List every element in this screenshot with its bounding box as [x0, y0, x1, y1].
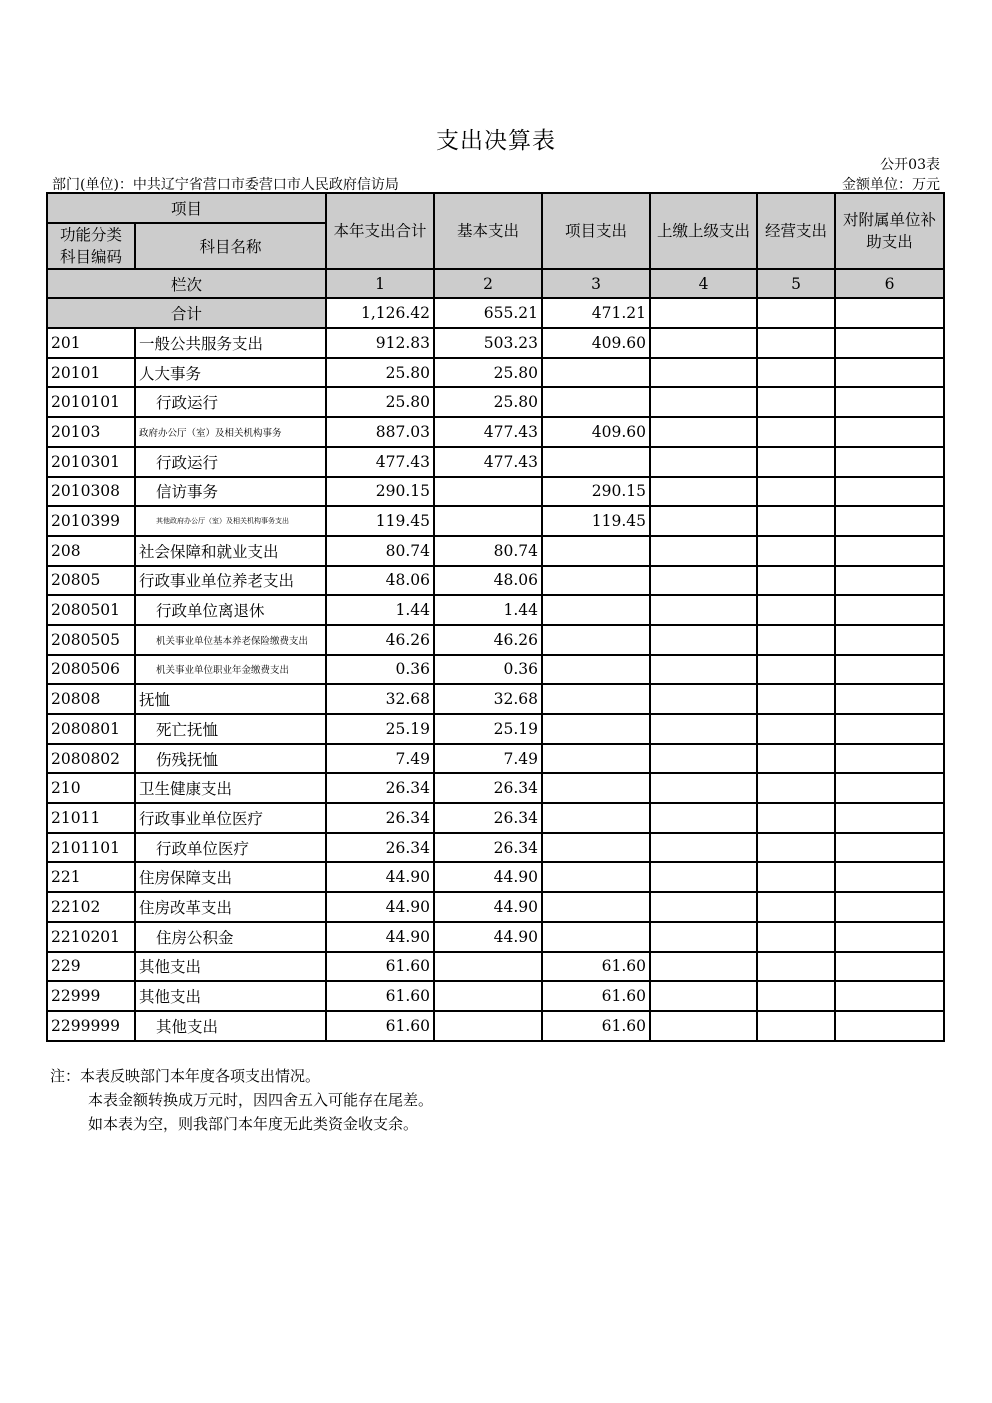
row-subject-name: 其他政府办公厅（室）及相关机构事务支出 [135, 506, 326, 536]
note-line: 注：本表反映部门本年度各项支出情况。 [50, 1067, 321, 1085]
row-total: 0.36 [326, 655, 434, 685]
row-project: 409.60 [542, 328, 650, 358]
row-basic: 80.74 [434, 536, 542, 566]
row-code: 2010101 [47, 387, 135, 417]
row-code: 2080501 [47, 595, 135, 625]
header-business: 经营支出 [757, 193, 835, 269]
row-code: 2080506 [47, 655, 135, 685]
table-row [47, 506, 944, 536]
row-business [757, 625, 835, 655]
total-subsidiary [835, 298, 944, 328]
row-total: 80.74 [326, 536, 434, 566]
row-upper [650, 714, 757, 744]
row-subject-name: 死亡抚恤 [135, 714, 326, 744]
total-basic: 655.21 [434, 298, 542, 328]
table-row [47, 625, 944, 655]
row-code: 2080801 [47, 714, 135, 744]
row-subject-name: 住房改革支出 [135, 892, 326, 922]
table-row [47, 833, 944, 863]
total-business [757, 298, 835, 328]
row-project [542, 387, 650, 417]
row-subject-name: 其他支出 [135, 952, 326, 982]
total-row [47, 298, 944, 328]
row-code: 2010308 [47, 477, 135, 507]
row-upper [650, 981, 757, 1011]
row-total: 32.68 [326, 684, 434, 714]
row-upper [650, 803, 757, 833]
table-row [47, 1011, 944, 1041]
col-num: 1 [326, 269, 434, 299]
table-row [47, 981, 944, 1011]
row-upper [650, 744, 757, 774]
row-project [542, 625, 650, 655]
row-business [757, 803, 835, 833]
table-row [47, 892, 944, 922]
row-business [757, 922, 835, 952]
row-upper [650, 417, 757, 447]
row-subsidiary [835, 862, 944, 892]
row-project: 409.60 [542, 417, 650, 447]
row-upper [650, 536, 757, 566]
row-subject-name: 行政单位离退休 [135, 595, 326, 625]
row-subsidiary [835, 892, 944, 922]
row-project [542, 833, 650, 863]
row-business [757, 417, 835, 447]
row-upper [650, 773, 757, 803]
row-project [542, 358, 650, 388]
table-row [47, 417, 944, 447]
row-basic: 503.23 [434, 328, 542, 358]
table-row [47, 862, 944, 892]
header-total: 本年支出合计 [326, 193, 434, 269]
row-subsidiary [835, 328, 944, 358]
row-subject-name: 机关事业单位职业年金缴费支出 [135, 655, 326, 685]
table-row [47, 714, 944, 744]
row-upper [650, 595, 757, 625]
row-code: 21011 [47, 803, 135, 833]
row-subsidiary [835, 566, 944, 596]
department-label: 部门(单位)：中共辽宁省营口市委营口市人民政府信访局 [52, 177, 399, 193]
row-business [757, 744, 835, 774]
row-subsidiary [835, 684, 944, 714]
row-subsidiary [835, 477, 944, 507]
row-code: 201 [47, 328, 135, 358]
total-label: 合计 [47, 298, 326, 328]
row-basic: 46.26 [434, 625, 542, 655]
row-business [757, 447, 835, 477]
header-subject-name: 科目名称 [135, 223, 326, 269]
header-upper: 上缴上级支出 [650, 193, 757, 269]
row-business [757, 655, 835, 685]
row-subsidiary [835, 833, 944, 863]
row-subsidiary [835, 744, 944, 774]
row-subsidiary [835, 417, 944, 447]
row-upper [650, 655, 757, 685]
col-num: 4 [650, 269, 757, 299]
row-basic: 26.34 [434, 803, 542, 833]
row-code: 210 [47, 773, 135, 803]
row-upper [650, 862, 757, 892]
row-subsidiary [835, 803, 944, 833]
row-business [757, 773, 835, 803]
row-subsidiary [835, 1011, 944, 1041]
row-basic: 25.80 [434, 387, 542, 417]
row-total: 61.60 [326, 952, 434, 982]
row-code: 20103 [47, 417, 135, 447]
row-code: 2080505 [47, 625, 135, 655]
row-total: 26.34 [326, 773, 434, 803]
row-total: 25.19 [326, 714, 434, 744]
row-project [542, 655, 650, 685]
row-subsidiary [835, 625, 944, 655]
row-business [757, 387, 835, 417]
row-total: 290.15 [326, 477, 434, 507]
row-subject-name: 一般公共服务支出 [135, 328, 326, 358]
table-row [47, 328, 944, 358]
total-project: 471.21 [542, 298, 650, 328]
row-upper [650, 477, 757, 507]
row-basic [434, 506, 542, 536]
row-business [757, 684, 835, 714]
row-total: 61.60 [326, 981, 434, 1011]
row-business [757, 862, 835, 892]
row-upper [650, 833, 757, 863]
row-upper [650, 952, 757, 982]
row-basic: 0.36 [434, 655, 542, 685]
row-subsidiary [835, 595, 944, 625]
row-subsidiary [835, 981, 944, 1011]
row-subsidiary [835, 922, 944, 952]
row-project [542, 566, 650, 596]
row-subject-name: 住房公积金 [135, 922, 326, 952]
row-subject-name: 人大事务 [135, 358, 326, 388]
row-project [542, 595, 650, 625]
row-upper [650, 387, 757, 417]
row-subsidiary [835, 952, 944, 982]
row-subject-name: 行政运行 [135, 387, 326, 417]
row-subject-name: 卫生健康支出 [135, 773, 326, 803]
row-upper [650, 328, 757, 358]
row-basic: 26.34 [434, 773, 542, 803]
col-num: 5 [757, 269, 835, 299]
note-line: 本表金额转换成万元时，因四舍五入可能存在尾差。 [88, 1091, 434, 1109]
row-total: 887.03 [326, 417, 434, 447]
table-row [47, 922, 944, 952]
row-code: 20808 [47, 684, 135, 714]
row-project [542, 773, 650, 803]
row-project [542, 803, 650, 833]
table-row [47, 952, 944, 982]
row-upper [650, 625, 757, 655]
row-subject-name: 行政事业单位医疗 [135, 803, 326, 833]
row-code: 2210201 [47, 922, 135, 952]
row-basic: 25.80 [434, 358, 542, 388]
row-project [542, 447, 650, 477]
row-project: 61.60 [542, 981, 650, 1011]
row-total: 119.45 [326, 506, 434, 536]
row-subject-name: 行政单位医疗 [135, 833, 326, 863]
row-business [757, 595, 835, 625]
row-project [542, 922, 650, 952]
row-total: 44.90 [326, 862, 434, 892]
row-upper [650, 892, 757, 922]
row-project: 61.60 [542, 952, 650, 982]
row-business [757, 981, 835, 1011]
table-row [47, 477, 944, 507]
total-upper [650, 298, 757, 328]
row-total: 912.83 [326, 328, 434, 358]
row-subsidiary [835, 506, 944, 536]
row-basic: 477.43 [434, 447, 542, 477]
row-basic: 44.90 [434, 892, 542, 922]
row-subsidiary [835, 655, 944, 685]
row-code: 20805 [47, 566, 135, 596]
header-project: 项目支出 [542, 193, 650, 269]
row-code: 208 [47, 536, 135, 566]
notes [50, 1064, 433, 1136]
row-total: 25.80 [326, 387, 434, 417]
row-basic [434, 1011, 542, 1041]
row-subject-name: 其他支出 [135, 1011, 326, 1041]
row-code: 2080802 [47, 744, 135, 774]
row-subsidiary [835, 358, 944, 388]
row-business [757, 892, 835, 922]
row-basic [434, 981, 542, 1011]
table-row [47, 744, 944, 774]
row-business [757, 833, 835, 863]
row-subject-name: 住房保障支出 [135, 862, 326, 892]
table-row [47, 447, 944, 477]
row-total: 61.60 [326, 1011, 434, 1041]
table-row [47, 655, 944, 685]
header-basic: 基本支出 [434, 193, 542, 269]
row-subject-name: 机关事业单位基本养老保险缴费支出 [135, 625, 326, 655]
row-basic: 26.34 [434, 833, 542, 863]
row-total: 44.90 [326, 922, 434, 952]
row-code: 2010301 [47, 447, 135, 477]
row-subject-name: 信访事务 [135, 477, 326, 507]
row-code: 221 [47, 862, 135, 892]
row-basic [434, 952, 542, 982]
row-code: 2010399 [47, 506, 135, 536]
row-total: 26.34 [326, 803, 434, 833]
row-subject-name: 其他支出 [135, 981, 326, 1011]
row-total: 44.90 [326, 892, 434, 922]
row-basic: 48.06 [434, 566, 542, 596]
page-title: 支出决算表 [436, 128, 556, 154]
row-subject-name: 行政运行 [135, 447, 326, 477]
row-basic: 477.43 [434, 417, 542, 447]
row-business [757, 714, 835, 744]
row-business [757, 328, 835, 358]
row-project [542, 714, 650, 744]
header-lanci: 栏次 [47, 269, 326, 299]
row-upper [650, 1011, 757, 1041]
row-subject-name: 伤残抚恤 [135, 744, 326, 774]
row-business [757, 1011, 835, 1041]
row-subject-name: 抚恤 [135, 684, 326, 714]
table-row [47, 358, 944, 388]
row-project: 61.60 [542, 1011, 650, 1041]
row-project: 290.15 [542, 477, 650, 507]
row-total: 7.49 [326, 744, 434, 774]
row-business [757, 536, 835, 566]
row-basic: 44.90 [434, 862, 542, 892]
col-num: 2 [434, 269, 542, 299]
row-total: 26.34 [326, 833, 434, 863]
note-line: 如本表为空，则我部门本年度无此类资金收支余。 [88, 1115, 419, 1133]
row-project [542, 744, 650, 774]
row-basic [434, 477, 542, 507]
row-code: 22102 [47, 892, 135, 922]
row-project [542, 862, 650, 892]
row-basic: 7.49 [434, 744, 542, 774]
form-number: 公开03表 [880, 157, 940, 173]
row-project [542, 536, 650, 566]
row-basic: 44.90 [434, 922, 542, 952]
table-row [47, 684, 944, 714]
row-subsidiary [835, 773, 944, 803]
table-row [47, 566, 944, 596]
row-basic: 32.68 [434, 684, 542, 714]
table-row [47, 536, 944, 566]
row-code: 229 [47, 952, 135, 982]
amount-unit-label: 金额单位：万元 [842, 177, 940, 193]
row-code: 2101101 [47, 833, 135, 863]
row-business [757, 952, 835, 982]
table-row [47, 773, 944, 803]
row-upper [650, 447, 757, 477]
row-business [757, 506, 835, 536]
row-subsidiary [835, 536, 944, 566]
col-num: 6 [835, 269, 944, 299]
row-total: 1.44 [326, 595, 434, 625]
row-total: 25.80 [326, 358, 434, 388]
row-upper [650, 684, 757, 714]
row-project: 119.45 [542, 506, 650, 536]
row-total: 46.26 [326, 625, 434, 655]
row-subsidiary [835, 714, 944, 744]
row-subject-name: 行政事业单位养老支出 [135, 566, 326, 596]
row-subject-name: 政府办公厅（室）及相关机构事务 [135, 417, 326, 447]
header-func-code: 功能分类 科目编码 [47, 223, 135, 269]
table-row [47, 387, 944, 417]
row-basic: 1.44 [434, 595, 542, 625]
row-basic: 25.19 [434, 714, 542, 744]
header-row-lanci [47, 269, 944, 299]
row-business [757, 477, 835, 507]
row-upper [650, 922, 757, 952]
row-project [542, 684, 650, 714]
row-upper [650, 506, 757, 536]
row-upper [650, 566, 757, 596]
row-code: 20101 [47, 358, 135, 388]
row-total: 477.43 [326, 447, 434, 477]
col-num: 3 [542, 269, 650, 299]
expenditure-table [46, 192, 945, 1042]
total-total: 1,126.42 [326, 298, 434, 328]
row-total: 48.06 [326, 566, 434, 596]
row-business [757, 566, 835, 596]
row-business [757, 358, 835, 388]
row-code: 2299999 [47, 1011, 135, 1041]
row-code: 22999 [47, 981, 135, 1011]
header-row-top [47, 193, 944, 223]
row-project [542, 892, 650, 922]
row-subject-name: 社会保障和就业支出 [135, 536, 326, 566]
header-item: 项目 [47, 193, 326, 223]
row-subsidiary [835, 447, 944, 477]
table-row [47, 595, 944, 625]
header-subsidiary: 对附属单位补助支出 [835, 193, 944, 269]
row-subsidiary [835, 387, 944, 417]
row-upper [650, 358, 757, 388]
table-row [47, 803, 944, 833]
